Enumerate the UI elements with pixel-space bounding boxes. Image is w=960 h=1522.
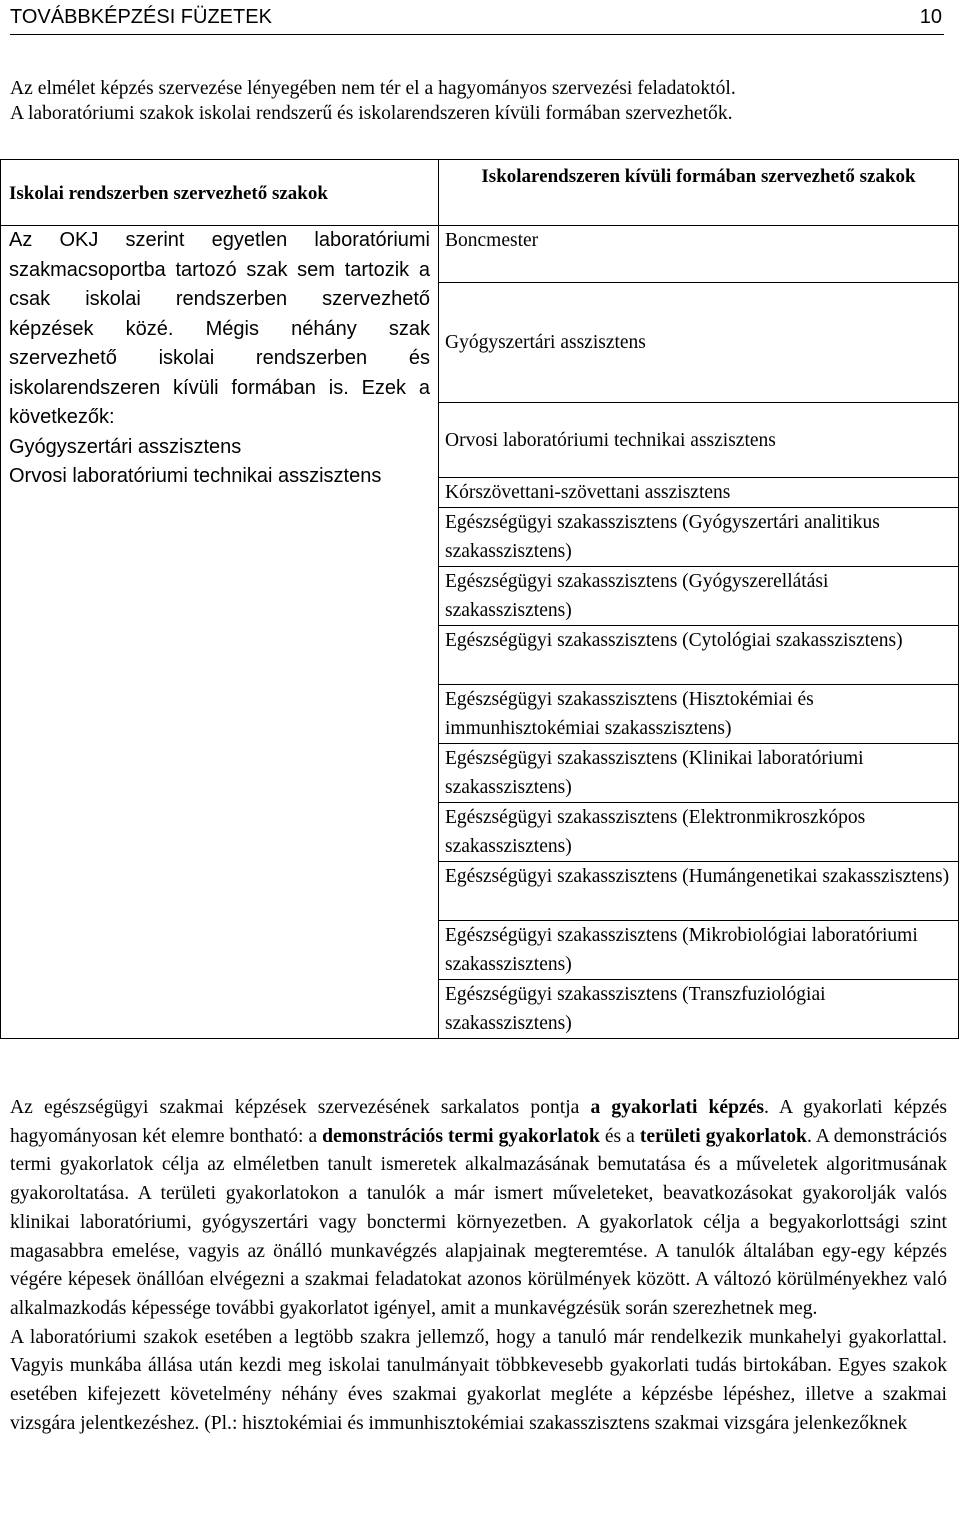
nonschool-major-item: Egészségügyi szakasszisztens (Mikrobiológiai laboratóriumi szakasszisztens) — [439, 921, 959, 980]
nonschool-major-item: Egészségügyi szakasszisztens (Humángenetikai szakasszisztens) — [439, 862, 959, 921]
nonschool-major-item: Gyógyszertári asszisztens — [439, 283, 959, 403]
nonschool-major-item: Orvosi laboratóriumi technikai asszisztens — [439, 403, 959, 478]
school-majors-cell — [1, 226, 439, 1039]
paragraph-practical-training — [10, 1094, 947, 1324]
nonschool-major-item: Egészségügyi szakasszisztens (Hisztokémiai és immunhisztokémiai szakasszisztens) — [439, 685, 959, 744]
nonschool-major-item: Kórszövettani-szövettani asszisztens — [439, 478, 959, 508]
nonschool-major-item: Egészségügyi szakasszisztens (Transzfuziológiai szakasszisztens) — [439, 980, 959, 1039]
paragraph-laboratory-majors: A laboratóriumi szakok esetében a legtöbb szakra jellemző, hogy a tanuló már rendelkezik munkahelyi gyakorlattal. Vagyis munkába állása után kezdi meg iskolai tanulmányait többkevesebb gyakorlati tudás birtokában. Egyes szakok esetében kifejezett követelmény néhány éves szakmai gyakorlat megléte a képzésbe lépéshez, illetve a szakmai vizsgára jelentkezéshez. (Pl.: hisztokémiai és immunhisztokémiai szakasszisztens szakmai vizsgára jelenkezőknek — [10, 1326, 947, 1434]
intro-line-1: Az elmélet képzés szervezése lényegében nem tér el a hagyományos szervezési feladatoktól. — [10, 78, 736, 99]
school-major-item: Gyógyszertári asszisztens — [9, 435, 242, 458]
nonschool-major-item: Egészségügyi szakasszisztens (Cytológiai szakasszisztens) — [439, 626, 959, 685]
page-header — [10, 0, 944, 35]
nonschool-major-item: Boncmester — [439, 226, 959, 283]
running-title: TOVÁBBKÉPZÉSI FÜZETEK — [10, 6, 272, 28]
practical-training-text — [10, 1094, 947, 1438]
emphasis-field-practice: területi gyakorlatok — [639, 1125, 807, 1147]
emphasis-demonstration-practice: demonstrációs termi gyakorlatok — [322, 1125, 600, 1147]
page-number: 10 — [919, 6, 942, 28]
text-run: . A gyakorlati képzés hagyományosan két elemre bontható: a — [10, 1097, 948, 1147]
text-run: és a — [599, 1125, 640, 1147]
intro-paragraph — [10, 77, 940, 126]
nonschool-major-item: Egészségügyi szakasszisztens (Elektronmikroszkópos szakasszisztens) — [439, 803, 959, 862]
nonschool-major-item: Egészségügyi szakasszisztens (Gyógyszertári analitikus szakasszisztens) — [439, 508, 959, 567]
nonschool-major-item: Egészségügyi szakasszisztens (Gyógyszerellátási szakasszisztens) — [439, 567, 959, 626]
emphasis-practical-training: a gyakorlati képzés — [590, 1097, 765, 1118]
text-run: Az egészségügyi szakmai képzések szervezésének sarkalatos pontja — [10, 1097, 591, 1118]
table-header-school: Iskolai rendszerben szervezhető szakok — [1, 160, 439, 226]
majors-table — [0, 159, 959, 1039]
school-majors-text — [9, 226, 430, 492]
intro-line-2: A laboratóriumi szakok iskolai rendszerű és iskolarendszeren kívüli formában szervezhetők. — [10, 102, 733, 124]
text-run: . A demonstrációs termi gyakorlatok célja az elméletben tanult ismeretek alkalmazásának bemutatása és a műveletek algoritmusának gyakoroltatása. A területi gyakorlatokon a tanulók a már ismert műveleteket, beavatkozásokat gyakorolják valós klinikai laboratóriumi, gyógyszertári vagy bonctermi környezetben. A gyakorlatok célja a begyakorlottsági szint magasabbra emelése, vagyis az önálló munkavégzés alapjainak megteremtése. A tanulók általában egy-egy képzés végére képesek önállóan elvégezni a szakmai feladatokat azonos körülmények között. A változó körülményekhez való alkalmazkodás képessége további gyakorlatot igényel, amit a munkavégzésük során szerezhetnek meg. — [10, 1125, 947, 1319]
table-header-nonschool: Iskolarendszeren kívüli formában szervezhető szakok — [439, 160, 959, 226]
school-major-item: Orvosi laboratóriumi technikai asszisztens — [9, 465, 382, 487]
school-majors-paragraph: Az OKJ szerint egyetlen laboratóriumi szakmacsoportba tartozó szak sem tartozik a csak iskolai rendszerben szervezhető képzések közé. Mégis néhány szak szervezhető iskolai rendszerben és iskolarendszeren kívüli formában is. Ezek a következők: — [9, 229, 430, 428]
nonschool-major-item: Egészségügyi szakasszisztens (Klinikai laboratóriumi szakasszisztens) — [439, 744, 959, 803]
